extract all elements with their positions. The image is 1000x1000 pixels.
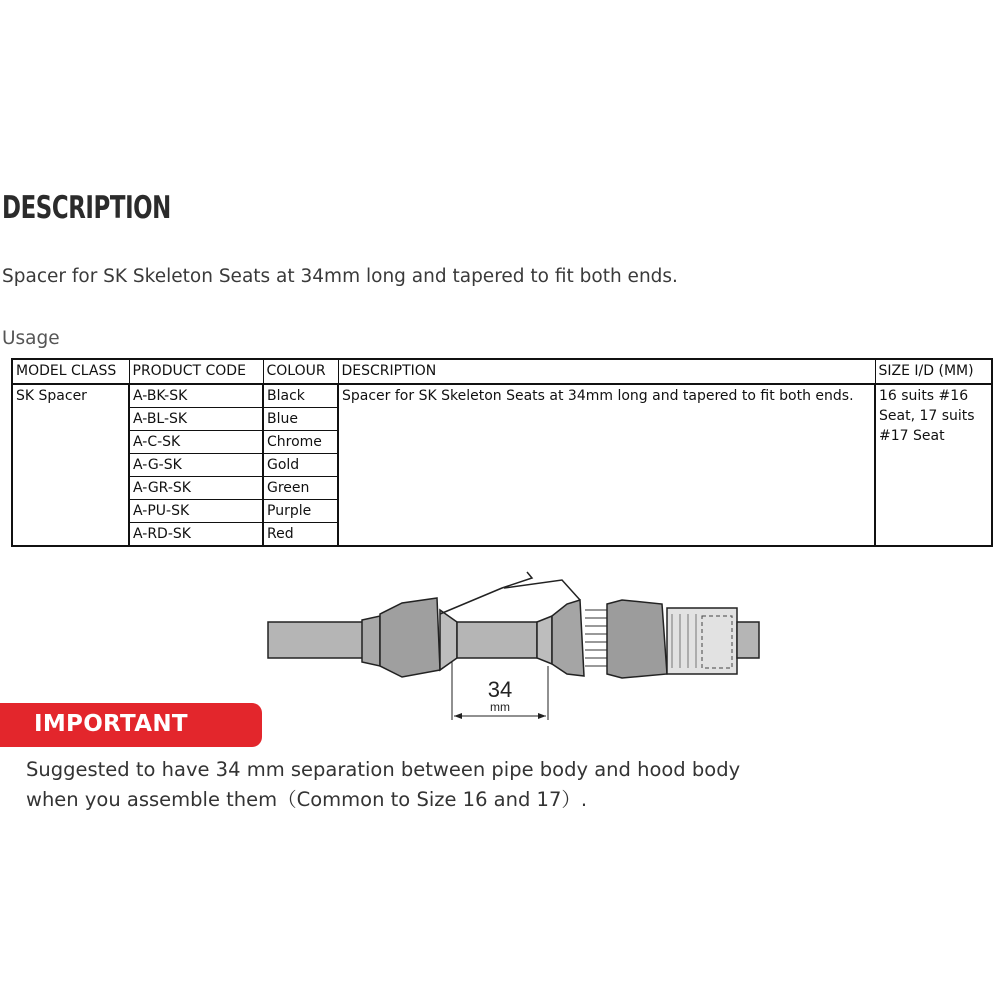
- page-title: DESCRIPTION: [2, 190, 171, 226]
- product-code-cell: A-PU-SK: [129, 500, 263, 523]
- dimension-unit: mm: [490, 700, 510, 714]
- header-description: DESCRIPTION: [338, 359, 875, 384]
- right-bowl-connector: [607, 600, 667, 678]
- product-code-cell: A-C-SK: [129, 431, 263, 454]
- spec-table: [11, 358, 993, 547]
- product-code-cell: A-BL-SK: [129, 408, 263, 431]
- dimension-arrow-left: [454, 713, 462, 719]
- important-banner: [0, 703, 262, 747]
- colour-cell: Blue: [263, 408, 338, 431]
- dimension-value: 34: [487, 677, 513, 702]
- product-code-cell: A-GR-SK: [129, 477, 263, 500]
- colour-cell: Purple: [263, 500, 338, 523]
- colour-cell: Green: [263, 477, 338, 500]
- product-code-cell: A-RD-SK: [129, 523, 263, 547]
- left-hood-body: [380, 598, 440, 677]
- right-pipe: [737, 622, 759, 658]
- important-note-line-1: Suggested to have 34 mm separation between pipe body and hood body: [26, 758, 741, 781]
- description-cell: Spacer for SK Skeleton Seats at 34mm long and tapered to fit both ends.: [338, 384, 875, 546]
- important-label: IMPORTANT: [34, 711, 188, 737]
- colour-cell: Chrome: [263, 431, 338, 454]
- table-row: [12, 384, 992, 408]
- important-note: [26, 755, 740, 815]
- header-colour: COLOUR: [263, 359, 338, 384]
- product-code-cell: A-BK-SK: [129, 384, 263, 408]
- connector-arm: [440, 572, 580, 614]
- thread-lines: [585, 610, 607, 666]
- model-class-cell: SK Spacer: [12, 384, 129, 546]
- product-code-cell: A-G-SK: [129, 454, 263, 477]
- right-hood-body: [552, 600, 584, 676]
- colour-cell: Gold: [263, 454, 338, 477]
- left-pipe: [268, 622, 368, 658]
- header-model-class: MODEL CLASS: [12, 359, 129, 384]
- colour-cell: Black: [263, 384, 338, 408]
- right-taper: [537, 616, 552, 664]
- usage-label: Usage: [2, 328, 60, 349]
- header-product-code: PRODUCT CODE: [129, 359, 263, 384]
- spacer-tube: [457, 622, 537, 658]
- header-size: SIZE I/D (MM): [875, 359, 992, 384]
- colour-cell: Red: [263, 523, 338, 547]
- product-description: Spacer for SK Skeleton Seats at 34mm long and tapered to fit both ends.: [2, 266, 678, 287]
- dimension-arrow-right: [538, 713, 546, 719]
- size-cell: 16 suits #16 Seat, 17 suits #17 Seat: [875, 384, 992, 546]
- left-taper: [440, 610, 457, 670]
- important-note-line-2: when you assemble them（Common to Size 16 and 17）.: [26, 788, 588, 811]
- table-header-row: [12, 359, 992, 384]
- spacer-assembly-diagram: [262, 570, 762, 730]
- left-seat: [362, 616, 380, 666]
